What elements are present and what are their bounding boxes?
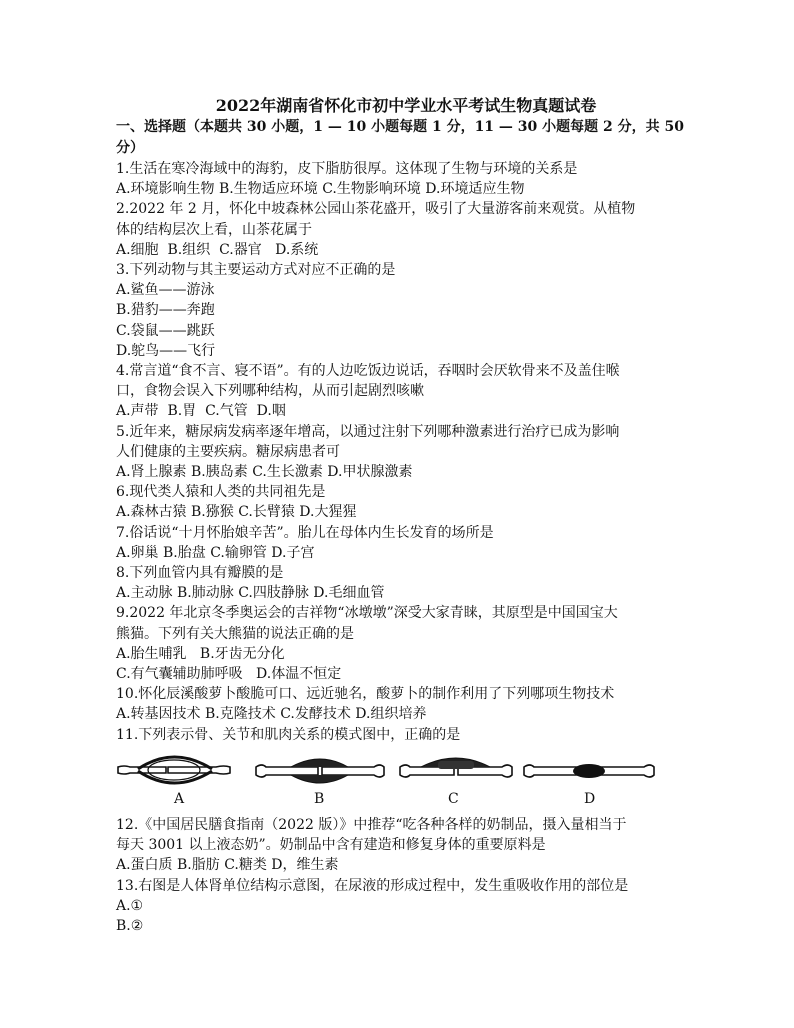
question-line: 5.近年来，糖尿病发病率逐年增高，以通过注射下列哪种激素进行治疗已成为影响	[116, 423, 620, 440]
diagram-b	[256, 759, 384, 783]
exam-page	[116, 95, 696, 936]
question-line: 熊猫。下列有关大熊猫的说法正确的是	[116, 625, 354, 642]
question-line: 3.下列动物与其主要运动方式对应不正确的是	[116, 262, 396, 279]
question-line: A.声带 B.胃 C.气管 D.咽	[116, 403, 286, 420]
question-line: C.袋鼠——跳跃	[116, 322, 215, 339]
section-heading: 一、选择题（本题共 30 小题，1 — 10 小题每题 1 分，11 — 30 小题每题 2 分，共 50 分）	[116, 119, 684, 156]
question-line: B.猎豹——奔跑	[116, 302, 215, 319]
question-line: A.卵巢 B.胎盘 C.输卵管 D.子宫	[116, 544, 315, 561]
question-line: A.蛋白质 B.脂肪 C.糖类 D，维生素	[116, 857, 339, 874]
question-line: 口，食物会误入下列哪种结构，从而引起剧烈咳嗽	[116, 383, 424, 400]
question-line: C.有气囊辅助肺呼吸 D.体温不恒定	[116, 666, 342, 683]
question-line: 7.俗话说“十月怀胎娘辛苦”。胎儿在母体内生长发育的场所是	[116, 524, 494, 541]
question-line: 8.下列血管内具有瓣膜的是	[116, 565, 284, 582]
question-line: A.①	[116, 897, 144, 914]
question-line: A.环境影响生物 B.生物适应环境 C.生物影响环境 D.环境适应生物	[116, 181, 525, 198]
question-line: 11.下列表示骨、关节和肌肉关系的模式图中，正确的是	[116, 726, 461, 743]
figure-label-c: C	[448, 790, 459, 807]
question-line: 体的结构层次上看，山茶花属于	[116, 221, 312, 238]
question-line: 2.2022 年 2 月，怀化中坡森林公园山茶花盛开，吸引了大量游客前来观赏。从植物	[116, 201, 636, 218]
questions-12-to-13	[116, 815, 696, 936]
question-line: A.森林古猿 B.猕猴 C.长臂猿 D.大猩猩	[116, 504, 357, 521]
figure-label-a: A	[174, 790, 185, 807]
question-line: A.肾上腺素 B.胰岛素 C.生长激素 D.甲状腺激素	[116, 464, 413, 481]
diagram-a	[118, 757, 230, 783]
bone-joint-muscle-diagrams	[116, 747, 696, 797]
question-line: 9.2022 年北京冬季奥运会的吉祥物“冰墩墩”深受大家青睐，其原型是中国国宝大	[116, 605, 618, 622]
question-line: 13.右图是人体肾单位结构示意图，在尿液的形成过程中，发生重吸收作用的部位是	[116, 877, 629, 894]
question-line: 12.《中国居民膳食指南（2022 版）》中推荐“吃各种各样的奶制品，摄入量相当于	[116, 816, 627, 833]
question-line: 10.怀化辰溪酸萝卜酸脆可口、远近驰名，酸萝卜的制作利用了下列哪项生物技术	[116, 686, 615, 703]
bone-joint-muscle-figure	[116, 747, 696, 811]
diagram-c	[400, 758, 512, 777]
question-line: A.转基因技术 B.克隆技术 C.发酵技术 D.组织培养	[116, 706, 427, 723]
figure-label-b: B	[314, 790, 325, 807]
question-line: D.鸵鸟——飞行	[116, 342, 216, 359]
question-line: A.细胞 B.组织 C.器官 D.系统	[116, 241, 319, 258]
question-line: A.主动脉 B.肺动脉 C.四肢静脉 D.毛细血管	[116, 585, 385, 602]
question-line: 4.常言道“食不言、寝不语”。有的人边吃饭边说话，吞咽时会厌软骨来不及盖住喉	[116, 363, 620, 380]
question-line: B.②	[116, 917, 144, 934]
question-line: 每天 3001 以上液态奶”。奶制品中含有建造和修复身体的重要原料是	[116, 837, 546, 854]
diagram-d	[524, 764, 654, 778]
question-line: 人们健康的主要疾病。糖尿病患者可	[116, 443, 340, 460]
question-line: 1.生活在寒冷海域中的海豹，皮下脂肪很厚。这体现了生物与环境的关系是	[116, 161, 578, 177]
question-line: 6.现代类人猿和人类的共同祖先是	[116, 484, 326, 501]
question-line: A.胎生哺乳 B.牙齿无分化	[116, 645, 285, 662]
exam-title: 2022年湖南省怀化市初中学业水平考试生物真题试卷	[215, 96, 597, 115]
questions-1-to-11	[116, 159, 696, 745]
figure-label-d: D	[584, 790, 596, 807]
question-line: A.鲨鱼——游泳	[116, 282, 215, 299]
